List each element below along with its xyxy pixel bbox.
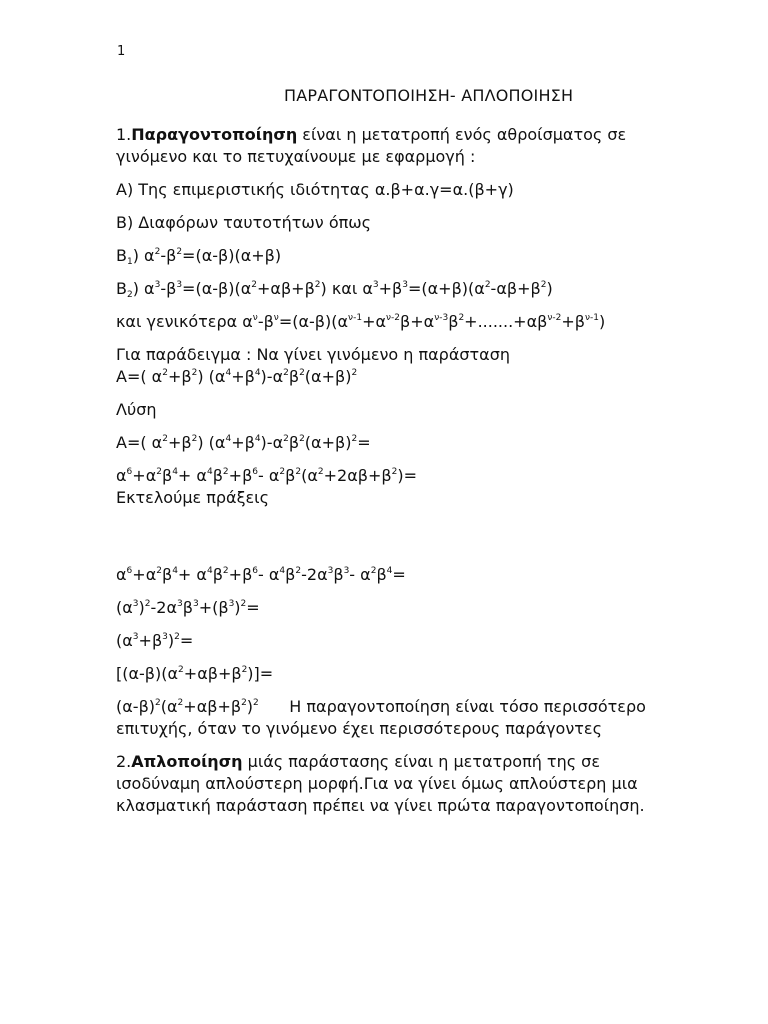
identity-b2: $B_2$) $\alpha^3-\beta^3=(\alpha-\beta)(\alpha^2+\alpha\beta+\beta^2)$ και $\alpha^3+\beta^3=(\alpha+\beta)(\alpha^2-\alpha\beta+\beta^2)$ xyxy=(116,279,553,300)
solution-step-5: $(\alpha^3+\beta^3)^2=$ xyxy=(116,631,194,650)
solution-label: Λύση xyxy=(116,400,157,419)
solution-step-2: $\alpha^6+\alpha^2\beta^4+ \alpha^4\beta^2+\beta^6-$ $\alpha^2\beta^2(\alpha^2+2\alpha\beta+\beta^2)=$ xyxy=(116,466,417,485)
solution-step-3: $\alpha^6+\alpha^2\beta^4+ \alpha^4\beta^2+\beta^6-$ $\alpha^4\beta^2-2\alpha^3\beta^3-$ $\alpha^2\beta^4=$ xyxy=(116,565,406,584)
solution-step-6: $[(\alpha-\beta)(\alpha^2+\alpha\beta+\beta^2)]=$ xyxy=(116,664,274,683)
factorization-text: είναι η μετατροπή ενός αθροίσματος σε γινόμενο και το πετυχαίνουμε με εφαρμογή : xyxy=(116,125,627,166)
example-label: Για παράδειγμα : Να γίνει γινόμενο η παράσταση xyxy=(116,345,510,364)
factorization-definition xyxy=(116,124,676,168)
execute-label: Εκτελούμε πράξεις xyxy=(116,488,269,507)
document-body xyxy=(116,124,676,828)
general-identity: και γενικότερα $\alpha^\nu-\beta^\nu=(\alpha-\beta)(\alpha^{\nu-1}+\alpha^{\nu-2}\beta+\alpha^{\nu-3}\beta^2+.......+\alpha\beta^{\nu-2}+\beta^{\nu-1})$ xyxy=(116,312,606,331)
factorization-term: Παραγοντοποίηση xyxy=(131,125,298,144)
solution-step-1: Α=( $\alpha^2+\beta^2$) $(\alpha^4+\beta^4)-\alpha^2\beta^2(\alpha+\beta)^2=$ xyxy=(116,433,371,452)
simplification-text: μιάς παράστασης είναι η μετατροπή της σε ισοδύναμη απλούστερη μορφή.Για να γίνει όμως απλούστερη μια κλασματική παράσταση πρέπει να γίνει πρώτα παραγοντοποίηση. xyxy=(116,752,645,815)
page-number: 1 xyxy=(117,44,126,59)
section-number: 1. xyxy=(116,125,132,144)
solution-step-4: $(\alpha^3)^2-2\alpha^3\beta^3+(\beta^3)^2=$ xyxy=(116,598,260,617)
example-statement: Για παράδειγμα : Να γίνει γινόμενο η παράσταση Α=( $\alpha^2+\beta^2$) $(\alpha^4+\beta^4)-\alpha^2\beta^2(\alpha+\beta)^2$ xyxy=(116,345,510,386)
solution-final: $(\alpha-\beta)^2(\alpha^2+\alpha\beta+\beta^2)^2$ Η παραγοντοποίηση είναι τόσο περισσότερο επιτυχής, όταν το γινόμενο έχει περισσότερους παράγοντες xyxy=(116,697,646,738)
item-b: Β) Διαφόρων ταυτοτήτων όπως xyxy=(116,213,372,232)
item-a: Α) Της επιμεριστικής ιδιότητας α.β+α.γ=α.(β+γ) xyxy=(116,180,514,199)
identity-b1: $B_1$) $\alpha^2-\beta^2=(\alpha-\beta)(\alpha+\beta)$ xyxy=(116,246,282,267)
remark: Η παραγοντοποίηση είναι τόσο περισσότερο επιτυχής, όταν το γινόμενο έχει περισσότερους παράγοντες xyxy=(116,697,646,738)
page-title: ΠΑΡΑΓΟΝΤΟΠΟΙΗΣΗ- ΑΠΛΟΠΟΙΗΣΗ xyxy=(284,86,574,105)
simplification-definition xyxy=(116,751,676,817)
section-number: 2. xyxy=(116,752,132,771)
simplification-term: Απλοποίηση xyxy=(131,752,243,771)
